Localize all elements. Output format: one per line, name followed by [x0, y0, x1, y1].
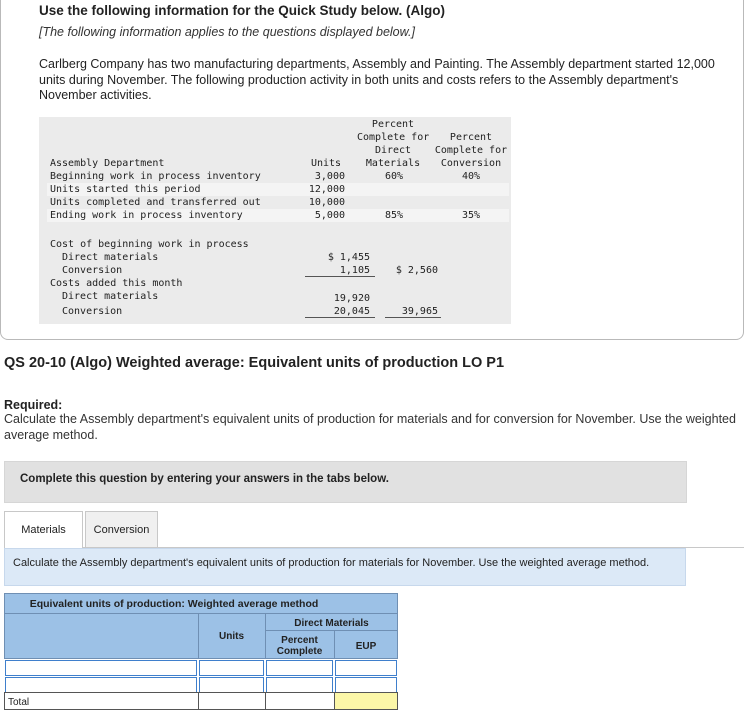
row-pct-conversion: 35%: [461, 210, 481, 221]
row2-eup-input[interactable]: [335, 677, 397, 693]
info-title: Use the following information for the Quick Study below. (Algo): [39, 3, 445, 18]
added-total: 39,965: [401, 306, 438, 317]
cost-conv-label: Conversion: [62, 265, 123, 276]
question-title: QS 20-10 (Algo) Weighted average: Equivalent units of production LO P1: [4, 355, 505, 371]
col-eup-header: EUP: [355, 641, 377, 652]
complete-instruction-text: Complete this question by entering your answers in the tabs below.: [20, 473, 389, 485]
row1-label-input[interactable]: [5, 660, 197, 676]
row-units: 5,000: [314, 210, 345, 221]
cost-bwip-total: $ 2,560: [395, 265, 438, 276]
row-units: 10,000: [308, 197, 345, 208]
added-conv-value: 20,045: [333, 306, 370, 317]
info-subtitle: [The following information applies to the questions displayed below.]: [39, 25, 415, 39]
row-pct-materials: 85%: [384, 210, 404, 221]
total-percent-cell: [265, 692, 335, 710]
header-pct-conversion: Percent Complete for Conversion: [434, 132, 508, 169]
row-label: Ending work in process inventory: [50, 210, 243, 221]
row-pct-materials: 60%: [384, 171, 404, 182]
header-units: Units: [310, 158, 342, 169]
header-pct-materials: Percent Complete for Direct Materials: [357, 119, 430, 169]
col-units-header: Units: [219, 631, 244, 642]
tab-conversion[interactable]: Conversion: [85, 511, 158, 548]
row1-percent-input[interactable]: [266, 660, 333, 676]
header-divider: [4, 613, 398, 614]
row-pct-conversion: 40%: [461, 171, 481, 182]
complete-instruction-bar: [4, 461, 687, 503]
added-dm-value: 19,920: [333, 293, 370, 304]
cost-dm-label: Direct materials: [62, 252, 159, 263]
required-text: Calculate the Assembly department's equivalent units of production for materials and for conversion for November. Use the weighted average method.: [4, 412, 736, 442]
row2-label-input[interactable]: [5, 677, 197, 693]
row1-units-input[interactable]: [199, 660, 264, 676]
row2-percent-input[interactable]: [266, 677, 333, 693]
cost-dm-value: $ 1,455: [327, 252, 370, 263]
row-label: Beginning work in process inventory: [50, 171, 261, 182]
header-divider: [265, 630, 398, 631]
tab-materials[interactable]: Materials: [4, 511, 83, 548]
tab-instruction-text: Calculate the Assembly department's equivalent units of production for materials for November. Use the weighted average method.: [13, 557, 650, 569]
cost-conv-value: 1,105: [339, 265, 370, 276]
row-label: Units started this period: [50, 184, 201, 195]
underline: [305, 276, 375, 277]
added-dm-label: Direct materials: [62, 291, 159, 302]
tab-instruction-box: [4, 548, 686, 586]
header-department: Assembly Department: [50, 158, 165, 169]
info-paragraph: Carlberg Company has two manufacturing departments, Assembly and Painting. The Assembly department started 12,000 units during November. The following production activity in both units and costs refers to the Assembly department's November activities.: [39, 57, 715, 102]
row-units: 12,000: [308, 184, 345, 195]
added-conv-label: Conversion: [62, 306, 123, 317]
answer-table-title: Equivalent units of production: Weighted average method: [29, 598, 319, 610]
row-label: Units completed and transferred out: [50, 197, 261, 208]
required-label: Required:: [4, 398, 63, 412]
total-eup-cell: [334, 692, 398, 710]
total-label-cell: [4, 692, 199, 710]
production-data-table: [39, 117, 511, 324]
underline: [385, 317, 441, 318]
info-panel: [0, 0, 744, 340]
underline: [305, 317, 375, 318]
total-label: Total: [8, 697, 30, 708]
costs-added-label: Costs added this month: [50, 278, 183, 289]
row-units: 3,000: [314, 171, 345, 182]
col-direct-materials-header: Direct Materials: [294, 618, 369, 629]
row1-eup-input[interactable]: [335, 660, 397, 676]
cost-bwip-label: Cost of beginning work in process: [50, 239, 249, 250]
col-percent-complete-header: Percent Complete: [276, 635, 323, 657]
row2-units-input[interactable]: [199, 677, 264, 693]
total-units-cell: [198, 692, 266, 710]
